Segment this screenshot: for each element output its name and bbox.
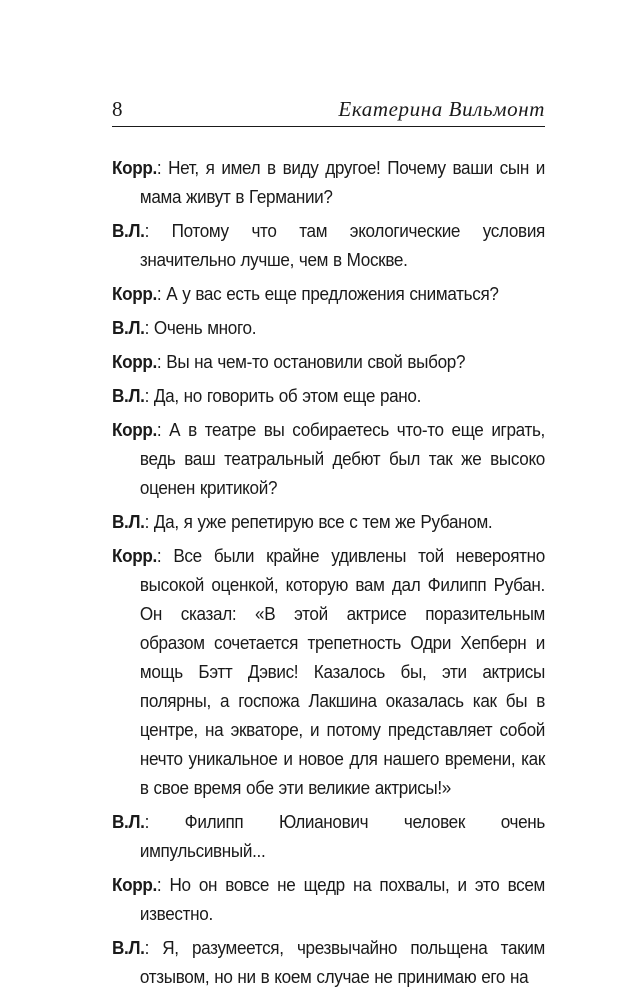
- entry-text: : Я, разумеется, чрезвычайно польщена таким отзывом, но ни в коем случае не принимаю его на: [139, 937, 545, 987]
- entry-text: : А у вас есть еще предложения сниматься?: [156, 283, 499, 304]
- entry-text: : Да, но говорить об этом еще рано.: [144, 385, 422, 406]
- speaker-label: В.Л.: [112, 317, 145, 338]
- header-rule: [112, 126, 545, 127]
- page-number: 8: [112, 97, 123, 121]
- running-title: Екатерина Вильмонт: [338, 97, 545, 121]
- dialogue-entry: [112, 541, 545, 802]
- dialogue-entry: [112, 381, 545, 410]
- dialogue-entry: [112, 933, 545, 991]
- speaker-label: В.Л.: [112, 937, 145, 958]
- entry-text: : Но он вовсе не щедр на похвалы, и это всем известно.: [139, 874, 545, 924]
- dialogue-entry: [112, 807, 545, 865]
- dialogue-entry: [112, 216, 545, 274]
- speaker-label: Корр.: [112, 351, 157, 372]
- dialogue-entry: [112, 507, 545, 536]
- entry-text: : А в театре вы собираетесь что-то еще играть, ведь ваш театральный дебют был так же высоко оценен критикой?: [139, 419, 545, 498]
- speaker-label: В.Л.: [112, 385, 145, 406]
- dialogue-entry: [112, 347, 545, 376]
- interview-dialogue: [112, 153, 545, 996]
- entry-text: : Очень много.: [144, 317, 257, 338]
- speaker-label: Корр.: [112, 419, 157, 440]
- speaker-label: В.Л.: [112, 220, 145, 241]
- entry-text: : Нет, я имел в виду другое! Почему ваши сын и мама живут в Германии?: [139, 157, 545, 207]
- entry-text: : Все были крайне удивлены той невероятно высокой оценкой, которую вам дал Филипп Рубан. Он сказал: «В этой актрисе поразительным образом сочетается трепетность Одри Хепберн и мощь Бэтт Дэвис! Казалось бы, эти актрисы полярны, а госпожа Лакшина оказалась как бы в центре, на экваторе, и потому представляет собой нечто уникальное и новое для нашего времени, как в свое время обе эти великие актрисы!»: [139, 545, 545, 798]
- speaker-label: Корр.: [112, 874, 157, 895]
- entry-text: : Вы на чем-то остановили свой выбор?: [156, 351, 466, 372]
- dialogue-entry: [112, 279, 545, 308]
- speaker-label: В.Л.: [112, 811, 145, 832]
- entry-text: : Филипп Юлианович человек очень импульсивный...: [139, 811, 545, 861]
- speaker-label: Корр.: [112, 283, 157, 304]
- dialogue-entry: [112, 153, 545, 211]
- dialogue-entry: [112, 313, 545, 342]
- speaker-label: Корр.: [112, 157, 157, 178]
- entry-text: : Да, я уже репетирую все с тем же Рубаном.: [144, 511, 493, 532]
- entry-text: : Потому что там экологические условия значительно лучше, чем в Москве.: [139, 220, 545, 270]
- dialogue-entry: [112, 870, 545, 928]
- running-header: [112, 96, 545, 122]
- speaker-label: Корр.: [112, 545, 157, 566]
- dialogue-entry: [112, 415, 545, 502]
- speaker-label: В.Л.: [112, 511, 145, 532]
